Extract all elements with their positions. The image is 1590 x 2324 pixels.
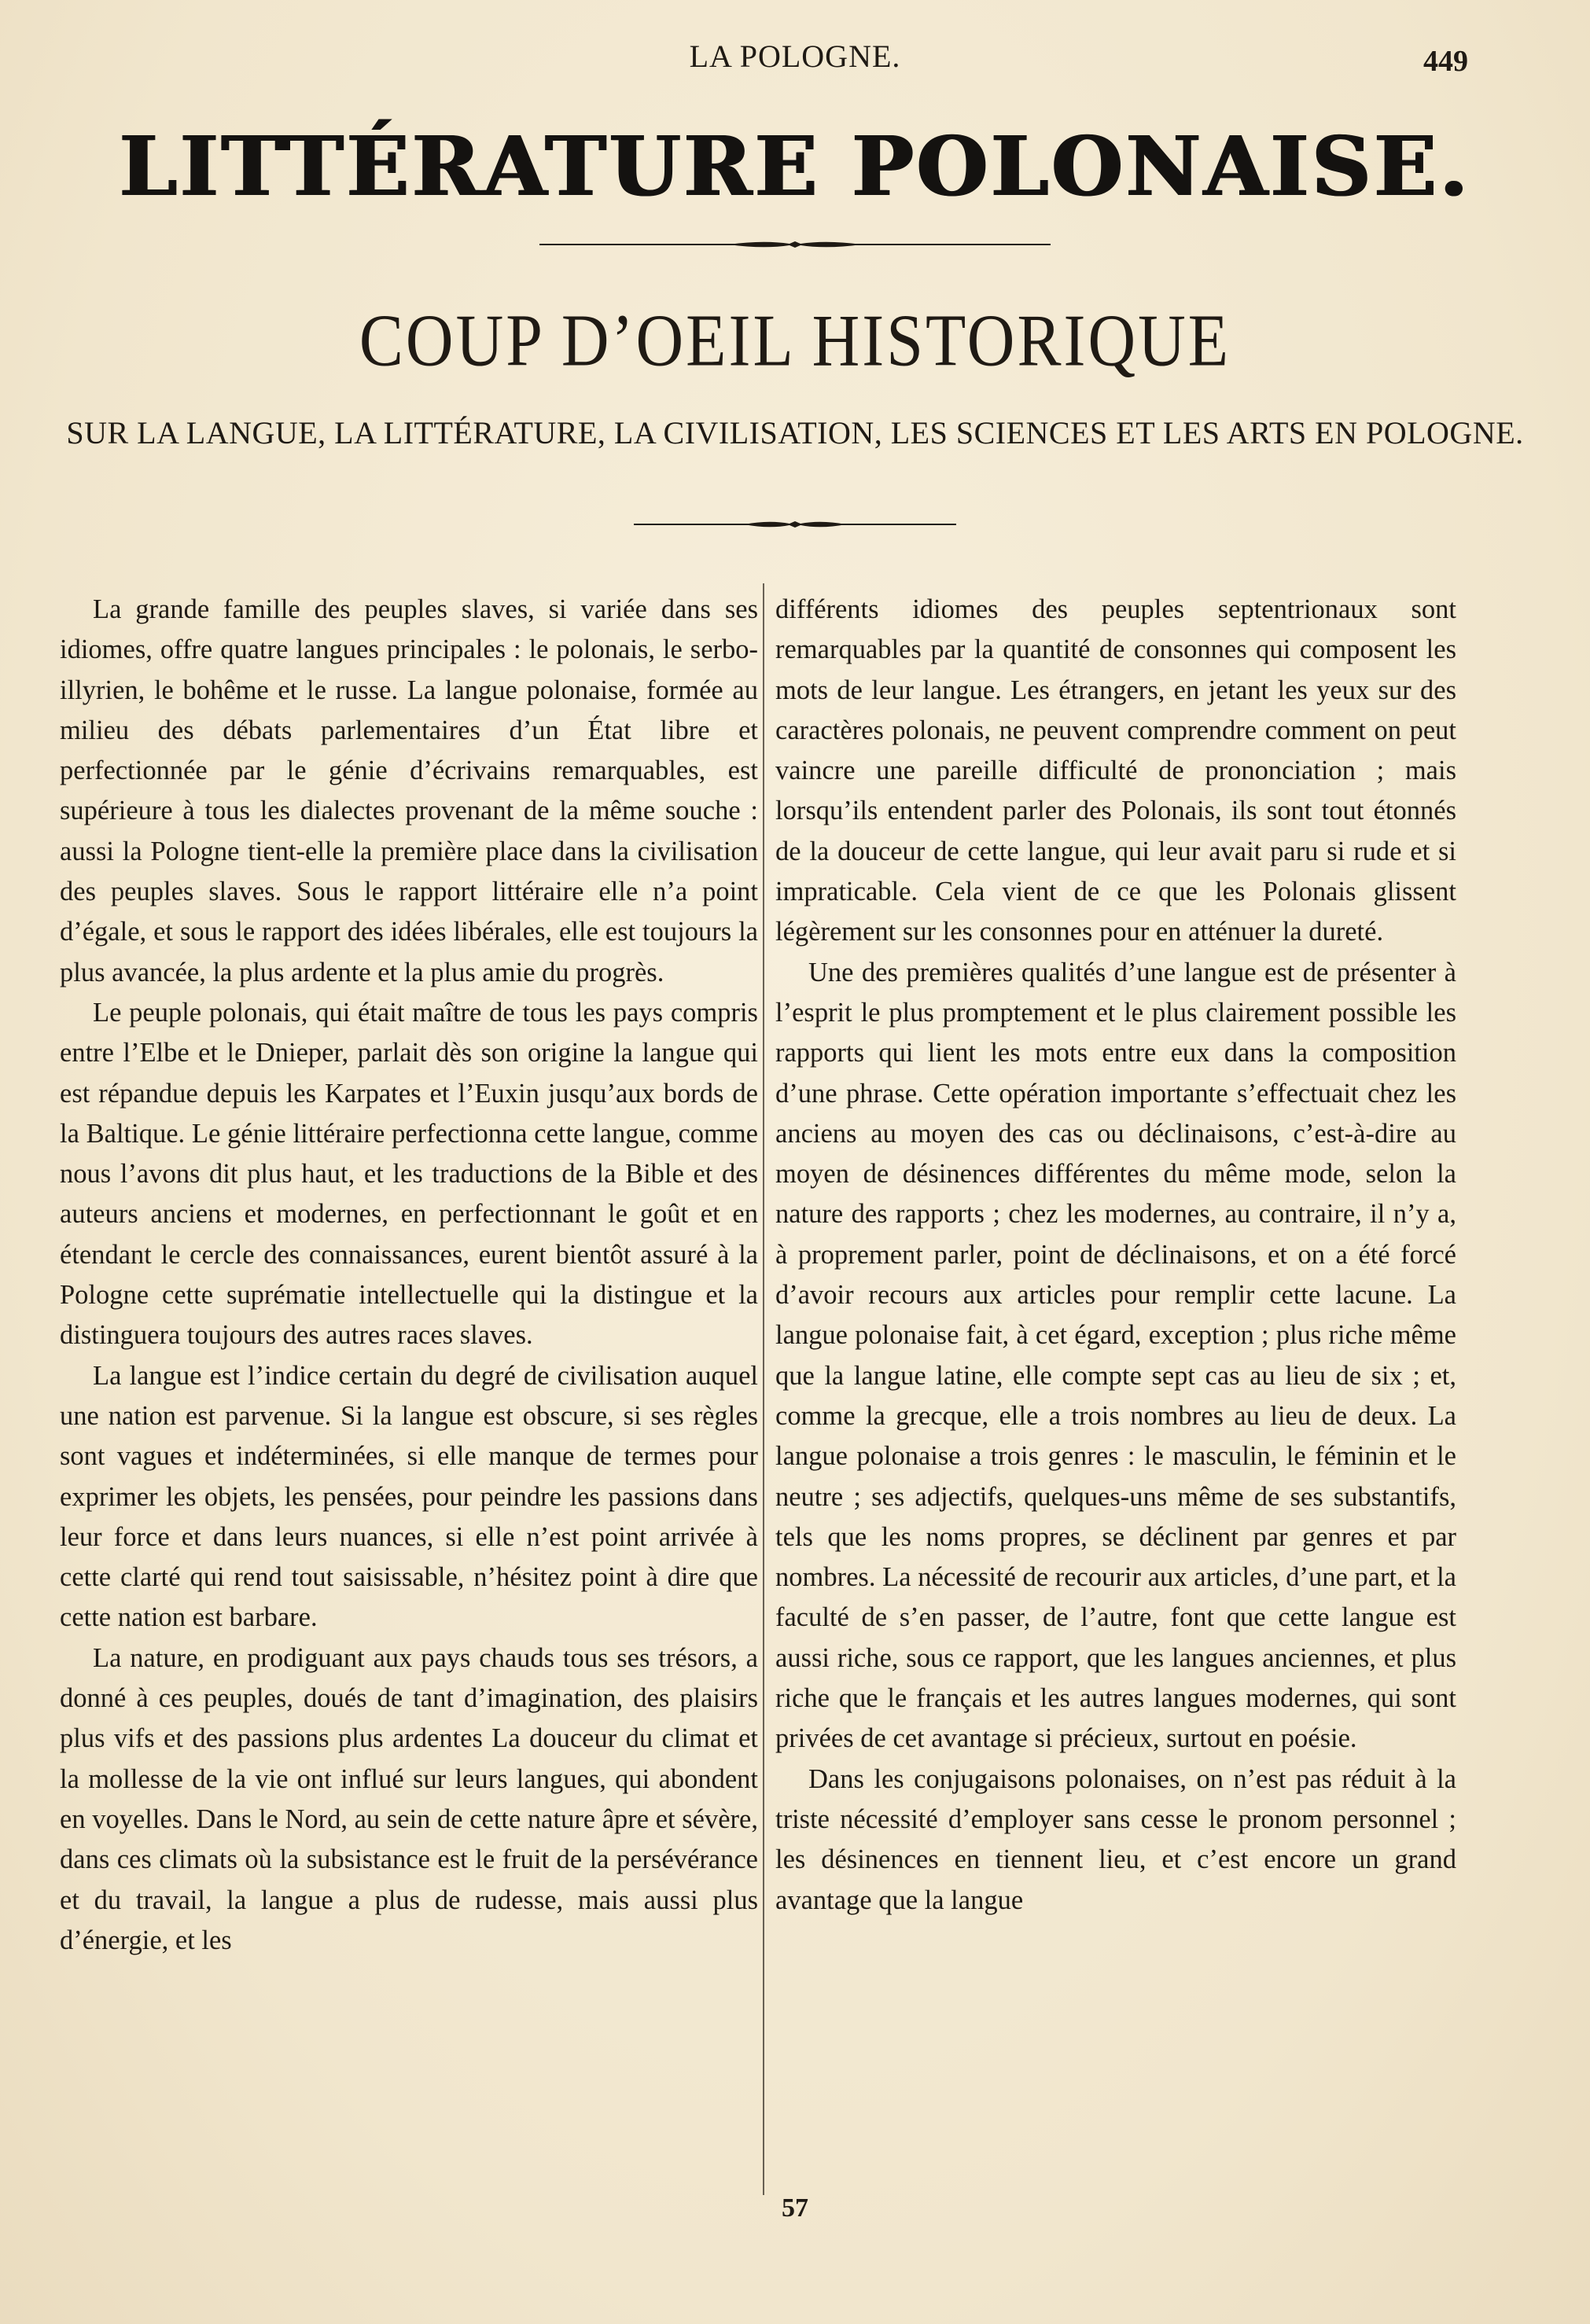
ornament-rule-icon xyxy=(634,519,956,530)
paragraph: La grande famille des peuples slaves, si variée dans ses idiomes, offre quatre langues principales : le polonais, le serbo-illyrien, le bohême et le russe. La langue polonaise, formée au milieu des débats parlementaires d’un État libre et perfectionnée par le génie d’écrivains remarquables, est supérieure à tous les dialectes provenant de la même souche : aussi la Pologne tient-elle la première place dans la civilisation des peuples slaves. Sous le rapport littéraire elle n’a point d’égale, et sous le rapport des idées libérales, elle est toujours la plus avancée, la plus ardente et la plus amie du progrès. xyxy=(60,594,758,987)
page-number: 449 xyxy=(1423,45,1468,78)
signature-mark: 57 xyxy=(782,2193,808,2223)
paragraph: La nature, en prodiguant aux pays chauds tous ses trésors, a donné à ces peuples, doués de tant d’imagination, des plaisirs plus vifs et des passions plus ardentes La douceur du climat et la mollesse de la vie ont influé sur leurs langues, qui abondent en voyelles. Dans le Nord, au sein de cette nature âpre et sévère, dans ces climats où la subsistance est le fruit de la persévérance et du travail, la langue a plus de rudesse, mais aussi plus d’énergie, et les xyxy=(60,1642,758,1955)
paragraph: Le peuple polonais, qui était maître de tous les pays compris entre l’Elbe et le Dnieper, parlait dès son origine la langue qui est répandue depuis les Karpates et l’Euxin jusqu’aux bords de la Baltique. Le génie littéraire perfectionna cette langue, comme nous l’avons dit plus haut, et les traductions de la Bible et des auteurs anciens et modernes, en perfectionnant le goût et en étendant le cercle des connaissances, eurent bientôt assuré à la Pologne cette suprématie intellectuelle qui la distingue et la distinguera toujours des autres races slaves. xyxy=(60,997,758,1351)
text-column-left xyxy=(60,590,758,1961)
ornamental-rule-bottom xyxy=(634,519,956,530)
paragraph: La langue est l’indice certain du degré de civilisation auquel une nation est parvenue. Si la langue est obscure, si ses règles sont vagues et indéterminées, si elle manque de termes pour exprimer les objets, les pensées, pour peindre les passions dans leur force et dans leurs nuances, si elle n’est point arrivée à cette clarté qui rend tout saisissable, n’hésitez point à dire que cette nation est barbare. xyxy=(60,1360,758,1633)
running-head xyxy=(0,38,1590,85)
text-column-right xyxy=(775,590,1456,1921)
paragraph: Une des premières qualités d’une langue est de présenter à l’esprit le plus promptement et le plus clairement possible les rapports qui lient les mots entre eux dans la composition d’une phrase. Cette opération importante s’effectuait chez les anciens au moyen des cas ou déclinaisons, c’est-à-dire au moyen de désinences différentes du même mode, selon la nature des rapports ; chez les modernes, au contraire, il n’y a, à proprement parler, point de déclinaisons, et on a été forcé d’avoir recours aux articles pour remplir cette lacune. La langue polonaise fait, à cet égard, exception ; plus riche même que la langue latine, elle compte sept cas au lieu de six ; et, comme la grecque, elle a trois nombres au lieu de deux. La langue polonaise a trois genres : le masculin, le féminin et le neutre ; ses adjectifs, quelques-uns même de ses substantifs, tels que les noms propres, se déclinent par genres et par nombres. La nécessité de recourir aux articles, d’une part, et la faculté de s’en passer, de l’autre, font que cette langue est aussi riche, sous ce rapport, que les langues anciennes, et plus riche que le français et les autres langues modernes, qui sont privées de cet avantage si précieux, surtout en poésie. xyxy=(775,957,1456,1754)
section-title: COUP D’OEIL HISTORIQUE xyxy=(359,300,1231,382)
column-divider xyxy=(763,583,764,2195)
paragraph: Dans les conjugaisons polonaises, on n’est pas réduit à la triste nécessité d’employer sans cesse le pronom personnel ; les désinences en tiennent lieu, et c’est encore un grand avantage que la langue xyxy=(775,1763,1456,1915)
subtitle: SUR LA LANGUE, LA LITTÉRATURE, LA CIVILISATION, LES SCIENCES ET LES ARTS EN POLOGNE. xyxy=(66,415,1524,450)
ornamental-rule-top xyxy=(539,239,1051,250)
page-title: LITTÉRATURE POLONAISE. xyxy=(119,118,1471,215)
running-title: LA POLOGNE. xyxy=(689,39,901,74)
paragraph: différents idiomes des peuples septentrionaux sont remarquables par la quantité de consonnes qui composent les mots de leur langue. Les étrangers, en jetant les yeux sur des caractères polonais, ne peuvent comprendre comment on peut vaincre une pareille difficulté de prononciation ; mais lorsqu’ils entendent parler des Polonais, ils sont tout étonnés de la douceur de cette langue, qui leur avait paru si rude et si impraticable. Cela vient de ce que les Polonais glissent légèrement sur les consonnes pour en atténuer la dureté. xyxy=(775,594,1456,947)
ornament-rule-icon xyxy=(539,239,1051,250)
